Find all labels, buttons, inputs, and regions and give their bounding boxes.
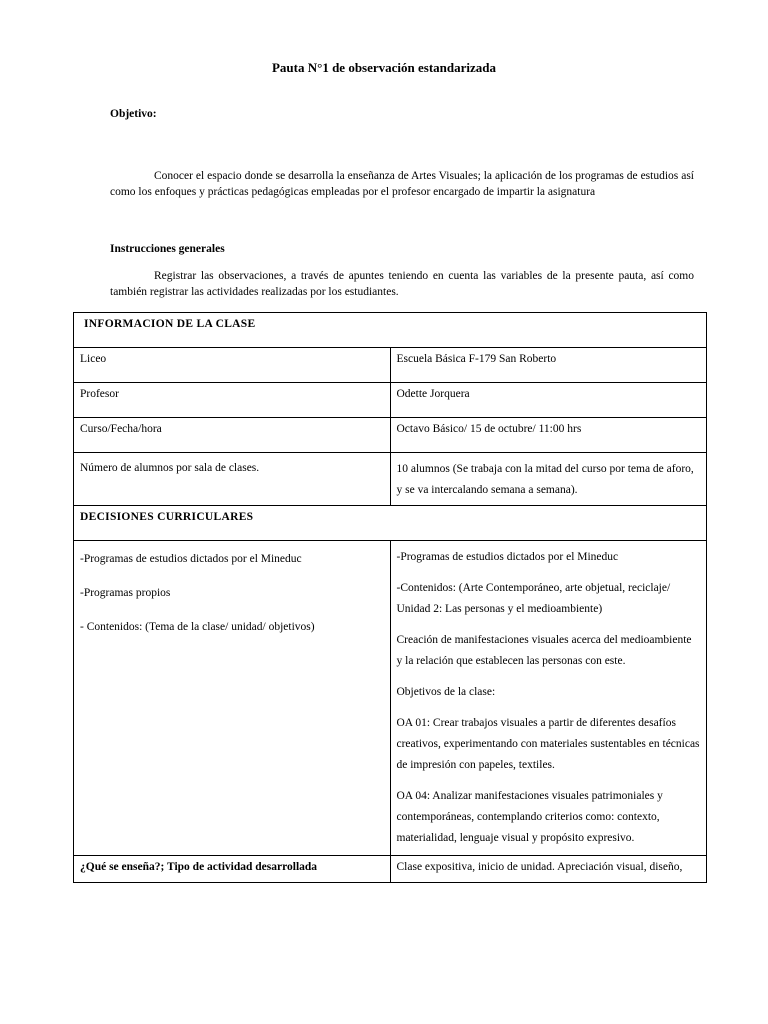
curricular-right-cell bbox=[390, 541, 707, 856]
curricular-left-item: -Programas de estudios dictados por el Mineduc bbox=[80, 553, 302, 565]
section-header-class-info bbox=[74, 313, 707, 348]
row-value-liceo: Escuela Básica F-179 San Roberto bbox=[390, 348, 707, 383]
curricular-right-item: Creación de manifestaciones visuales acerca del medioambiente y la relación que establecen las personas con este. bbox=[396, 634, 692, 667]
curricular-left-item: - Contenidos: (Tema de la clase/ unidad/ objetivos) bbox=[80, 621, 315, 633]
table-row bbox=[74, 383, 707, 418]
objective-paragraph bbox=[110, 168, 694, 200]
section-header-curricular-text: DECISIONES CURRICULARES bbox=[80, 511, 254, 523]
instructions-label: Instrucciones generales bbox=[110, 243, 225, 255]
curricular-left-item: -Programas propios bbox=[80, 587, 171, 599]
section-header-class-info-text: INFORMACION DE LA CLASE bbox=[84, 318, 256, 330]
row-value-alumnos: 10 alumnos (Se trabaja con la mitad del curso por tema de aforo, y se va intercalando semana a semana). bbox=[390, 453, 707, 506]
curricular-left-cell bbox=[74, 541, 391, 856]
curricular-right-item: -Contenidos: (Arte Contemporáneo, arte objetual, reciclaje/ Unidad 2: Las personas y el medioambiente) bbox=[396, 582, 671, 615]
section-header-curricular bbox=[74, 506, 707, 541]
table-row bbox=[74, 348, 707, 383]
document-title: Pauta N°1 de observación estandarizada bbox=[271, 60, 497, 75]
curricular-right-item: OA 01: Crear trabajos visuales a partir de diferentes desafíos creativos, experimentando con materiales sustentables en técnicas de impresión con papeles, textiles. bbox=[396, 717, 700, 771]
row-label-alumnos: Número de alumnos por sala de clases. bbox=[74, 453, 391, 506]
instructions-paragraph bbox=[110, 268, 694, 300]
curricular-right-item: OA 04: Analizar manifestaciones visuales patrimoniales y contemporáneas, contemplando criterios como: contexto, materialidad, lenguaje visual y propósito expresivo. bbox=[396, 790, 663, 844]
instructions-text: Registrar las observaciones, a través de apuntes teniendo en cuenta las variables de la presente pauta, así como también registrar las actividades realizadas por los estudiantes. bbox=[110, 270, 694, 298]
curricular-right-item: Objetivos de la clase: bbox=[396, 686, 496, 698]
row-label-profesor: Profesor bbox=[74, 383, 391, 418]
table-row bbox=[74, 856, 707, 883]
row-label-liceo: Liceo bbox=[74, 348, 391, 383]
objective-label: Objetivo: bbox=[110, 108, 157, 120]
row-value-curso: Octavo Básico/ 15 de octubre/ 11:00 hrs bbox=[390, 418, 707, 453]
table-row bbox=[74, 541, 707, 856]
row-value-que-se-ensena: Clase expositiva, inicio de unidad. Apreciación visual, diseño, bbox=[390, 856, 707, 883]
row-label-curso: Curso/Fecha/hora bbox=[74, 418, 391, 453]
table-row bbox=[74, 418, 707, 453]
observation-table bbox=[73, 312, 707, 883]
row-label-que-se-ensena: ¿Qué se enseña?; Tipo de actividad desarrollada bbox=[74, 856, 391, 883]
curricular-right-item: -Programas de estudios dictados por el Mineduc bbox=[396, 551, 619, 563]
objective-text: Conocer el espacio donde se desarrolla la enseñanza de Artes Visuales; la aplicación de los programas de estudios así como los enfoques y prácticas pedagógicas empleadas por el profesor encargado de impartir la asignatura bbox=[110, 170, 694, 198]
row-value-profesor: Odette Jorquera bbox=[390, 383, 707, 418]
table-row bbox=[74, 453, 707, 506]
